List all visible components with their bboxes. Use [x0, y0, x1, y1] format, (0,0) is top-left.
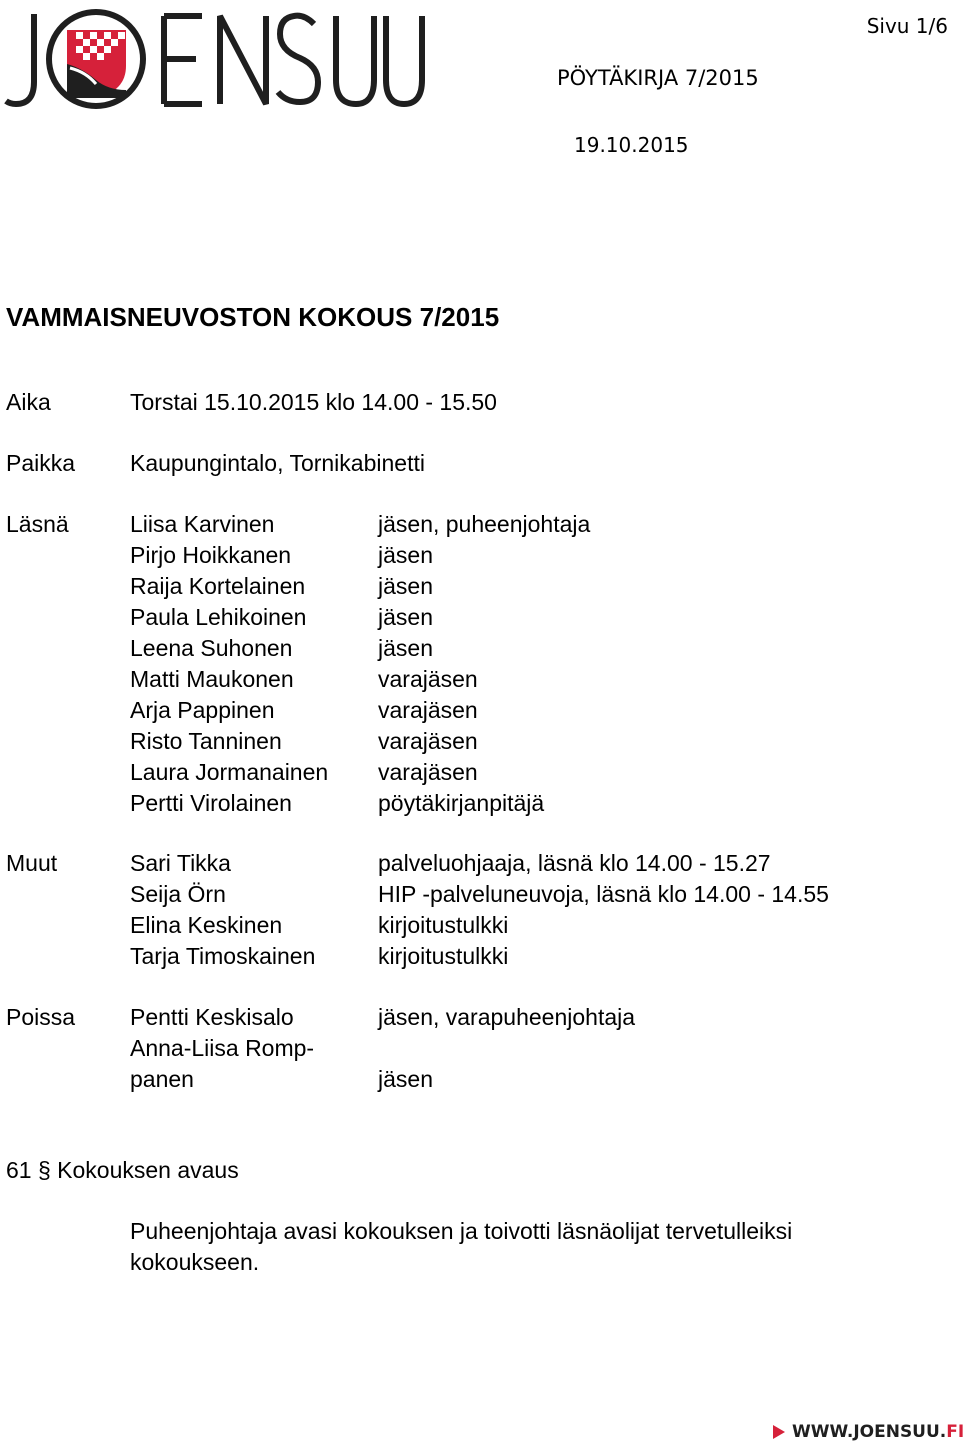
poissa-label: Poissa	[6, 1004, 76, 1030]
attendee-role: jäsen	[378, 635, 433, 661]
document-date: 19.10.2015	[574, 133, 689, 157]
paikka-value: Kaupungintalo, Tornikabinetti	[130, 450, 425, 476]
other-role: kirjoitustulkki	[378, 943, 509, 969]
play-arrow-icon	[772, 1424, 786, 1440]
lasna-roles	[378, 509, 590, 819]
attendee-name: Laura Jormanainen	[130, 759, 329, 785]
paikka-label: Paikka	[6, 450, 76, 476]
coat-of-arms-icon	[49, 12, 143, 106]
aika-value: Torstai 15.10.2015 klo 14.00 - 15.50	[130, 389, 497, 415]
attendee-role: varajäsen	[378, 728, 478, 754]
attendee-name: Raija Kortelainen	[130, 573, 306, 599]
attendee-name: Leena Suhonen	[130, 635, 293, 661]
absent-name: panen	[130, 1066, 194, 1092]
poissa-names	[130, 1002, 314, 1095]
lasna-label: Läsnä	[6, 511, 69, 537]
attendee-role: jäsen	[378, 573, 433, 599]
joensuu-logo	[4, 6, 424, 112]
attendee-name: Liisa Karvinen	[130, 511, 275, 537]
absent-role: jäsen	[378, 1066, 433, 1092]
other-name: Elina Keskinen	[130, 912, 283, 938]
other-role: kirjoitustulkki	[378, 912, 509, 938]
section-body-line2: kokoukseen.	[130, 1249, 260, 1275]
other-role: palveluohjaaja, läsnä klo 14.00 - 15.27	[378, 850, 771, 876]
aika-label: Aika	[6, 389, 51, 415]
attendee-role: jäsen, puheenjohtaja	[378, 511, 591, 537]
attendee-name: Arja Pappinen	[130, 697, 275, 723]
attendee-name: Risto Tanninen	[130, 728, 282, 754]
muut-roles	[378, 848, 829, 972]
attendee-name: Matti Maukonen	[130, 666, 294, 692]
page-number: Sivu 1/6	[866, 14, 948, 38]
absent-name: Pentti Keskisalo	[130, 1004, 294, 1030]
attendee-role: jäsen	[378, 604, 433, 630]
section-body-line1: Puheenjohtaja avasi kokouksen ja toivotti läsnäolijat tervetulleiksi	[130, 1218, 793, 1244]
attendee-role: varajäsen	[378, 697, 478, 723]
attendee-role: varajäsen	[378, 759, 478, 785]
absent-role	[378, 1033, 635, 1064]
page-title: VAMMAISNEUVOSTON KOKOUS 7/2015	[6, 302, 500, 332]
attendee-role: jäsen	[378, 542, 433, 568]
other-name: Sari Tikka	[130, 850, 231, 876]
attendee-role: pöytäkirjanpitäjä	[378, 790, 545, 816]
attendee-name: Pertti Virolainen	[130, 790, 292, 816]
lasna-names	[130, 509, 328, 819]
attendee-name: Pirjo Hoikkanen	[130, 542, 292, 568]
footer-url: WWW.JOENSUU.FI	[792, 1422, 964, 1442]
other-name: Seija Örn	[130, 881, 226, 907]
muut-label: Muut	[6, 850, 58, 876]
absent-name: Anna-Liisa Romp-	[130, 1035, 315, 1061]
poissa-roles	[378, 1002, 635, 1095]
attendee-name: Paula Lehikoinen	[130, 604, 307, 630]
document-type: PÖYTÄKIRJA 7/2015	[557, 66, 759, 90]
muut-names	[130, 848, 315, 972]
other-name: Tarja Timoskainen	[130, 943, 316, 969]
other-role: HIP -palveluneuvoja, läsnä klo 14.00 - 14.55	[378, 881, 829, 907]
section-heading: 61 § Kokouksen avaus	[6, 1157, 239, 1183]
attendee-role: varajäsen	[378, 666, 478, 692]
absent-role: jäsen, varapuheenjohtaja	[378, 1004, 636, 1030]
footer-website[interactable]	[772, 1421, 964, 1443]
